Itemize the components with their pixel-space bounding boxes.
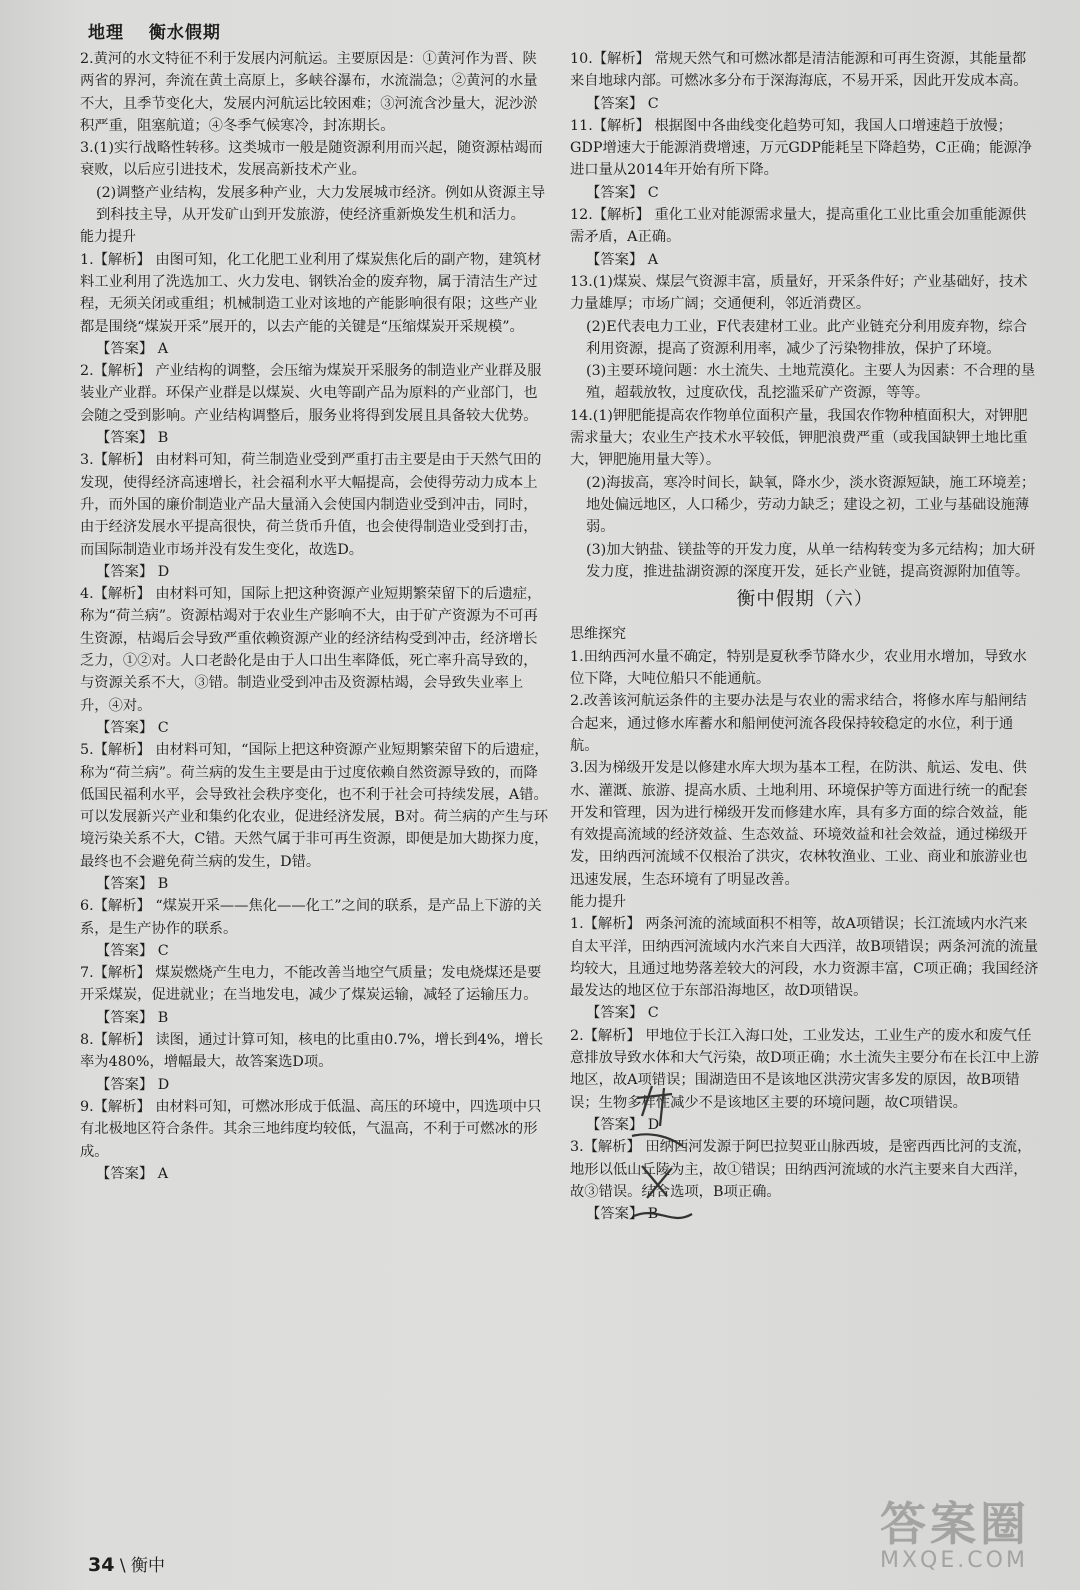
footer-separator: \ [119,1556,131,1576]
answer-line: 【答案】 C [96,942,169,959]
header-book-title: 衡水假期 [148,23,221,43]
paragraph: (3)主要环境问题：水土流失、土地荒漠化。主要人为因素：不合理的垦殖，超载放牧，过度砍伐，乱挖滥采矿产资源，等等。 [586,363,1036,402]
handwritten-scribble [612,1076,702,1236]
answer-line: 【答案】 D [586,1116,660,1133]
answer-line: 【答案】 B [96,875,169,892]
paragraph: (2)调整产业结构，发展多种产业，大力发展城市经济。例如从资源主导到科技主导，从开发矿山到开发旅游，使经济重新焕发生机和活力。 [96,184,546,224]
paragraph: 13.(1)煤炭、煤层气资源丰富，质量好，开采条件好；产业基础好，技术力量雄厚；市场广阔；交通便利，邻近消费区。 [570,273,1028,313]
paragraph: 14.(1)钾肥能提高农作物单位面积产量，我国农作物种植面积大，对钾肥需求量大；农业生产技术水平较低，钾肥浪费严重（或我国缺钾土地比重大，钾肥施用量大等）。 [570,407,1028,469]
section-heading: 能力提升 [570,893,626,910]
paragraph: 3.【解析】 田纳西河发源于阿巴拉契亚山脉西坡，是密西西比河的支流，地形以低山丘陵为主，故①错误；田纳西河流域的水汽主要来自大西洋，故③错误。结合选项，B项正确。 [570,1139,1032,1200]
paragraph: 6.【解析】 “煤炭开采——焦化——化工”之间的联系，是产品上下游的关系，是生产协作的联系。 [80,898,542,937]
answer-line: 【答案】 C [586,1005,659,1022]
right-column [570,48,1040,1225]
paragraph: 10.【解析】 常规天然气和可燃冰都是清洁能源和可再生资源，其能量都来自地球内部。可燃冰多分布于深海海底，不易开采，因此开发成本高。 [570,51,1028,90]
watermark-url: MXQE.COM [880,1548,1028,1573]
paragraph: 3.(1)实行战略性转移。这类城市一般是随资源利用而兴起，随资源枯竭而衰败，以后应引进技术，发展高新技术产业。 [80,140,543,179]
paragraph: 12.【解析】 重化工业对能源需求量大，提高重化工业比重会加重能源供需矛盾，A正确。 [570,207,1027,246]
watermark [880,1488,1030,1573]
answer-line: 【答案】 B [586,1206,659,1223]
left-column [80,48,550,1185]
page-header [88,18,239,43]
footer-label: 衡中 [131,1556,165,1576]
answer-line: 【答案】 B [96,430,169,447]
paragraph: 9.【解析】 由材料可知，可燃冰形成于低温、高压的环境中，四选项中只有北极地区符合条件。其余三地纬度均较低，气温高，不利于可燃冰的形成。 [80,1098,542,1160]
page-footer [88,1551,165,1576]
paragraph: 2.黄河的水文特征不利于发展内河航运。主要原因是：①黄河作为晋、陕两省的界河，奔流在黄土高原上，多峡谷瀑布，水流湍急；②黄河的水量不大，且季节变化大，发展内河航运比较困难；③河流含沙量大，泥沙淤积严重，阻塞航道；④冬季气候寒冷，封冻期长。 [80,51,538,134]
paragraph: 11.【解析】 根据图中各曲线变化趋势可知，我国人口增速趋于放慢；GDP增速大于能源消费增速，万元GDP能耗呈下降趋势，C正确；能源净进口量从2014年开始有所下降。 [570,117,1032,179]
page-number: 34 [88,1554,115,1576]
answer-line: 【答案】 D [96,1076,170,1093]
paragraph: 1.【解析】 两条河流的流域面积不相等，故A项错误；长江流域内水汽来自太平洋，田纳西河流域内水汽来自大西洋，故B项错误；两条河流的流量均较大，且通过地势落差较大的河段，水力资源丰富，C项正确；我国经济最发达的地区位于东部沿海地区，故D项错误。 [570,916,1039,1000]
answer-line: 【答案】 C [586,95,659,112]
paragraph: 8.【解析】 读图，通过计算可知，核电的比重由0.7%，增长到4%，增长率为480%，增幅最大，故答案选D项。 [80,1032,544,1071]
paragraph: (2)海拔高，寒冷时间长，缺氧，降水少，淡水资源短缺，施工环境差；地处偏远地区，人口稀少，劳动力缺乏；建设之初，工业与基础设施薄弱。 [586,474,1036,536]
answer-line: 【答案】 C [586,184,659,201]
header-subject: 地理 [88,23,124,43]
paragraph: 7.【解析】 煤炭燃烧产生电力，不能改善当地空气质量；发电烧煤还是要开采煤炭，促进就业；在当地发电，减少了煤炭运输，减轻了运输压力。 [80,965,542,1004]
paragraph: (2)E代表电力工业，F代表建材工业。此产业链充分利用废弃物，综合利用资源，提高了资源利用率，减少了污染物排放，保护了环境。 [586,318,1027,357]
paragraph: 2.【解析】 产业结构的调整，会压缩为煤炭开采服务的制造业产业群及服装业产业群。环保产业群是以煤炭、火电等副产品为原料的产业部门，也会随之受到影响。产业结构调整后，服务业将得到发展且具备较大优势。 [80,363,542,424]
paragraph: 5.【解析】 由材料可知，“国际上把这种资源产业短期繁荣留下的后遗症，称为“荷兰病”。荷兰病的发生主要是由于过度依赖自然资源导致的，而降低国民福利水平，会导致社会秩序变化，也不利于社会可持续发展，A错。可以发展新兴产业和集约化农业，促进经济发展，B对。荷兰病的产生与环境污染关系不大，C错。天然气属于非可再生资源，即便是加大勘探力度，最终也不会避免荷兰病的发生，D错。 [80,742,549,870]
answer-line: 【答案】 D [96,563,170,580]
answer-line: 【答案】 A [586,251,659,268]
paragraph: 1.田纳西河水量不确定，特别是夏秋季节降水少，农业用水增加，导致水位下降，大吨位船只不能通航。 [570,648,1027,688]
paragraph: (3)加大钠盐、镁盐等的开发力度，从单一结构转变为多元结构；加大研发力度，推进盐湖资源的深度开发，延长产业链，提高资源附加值等。 [586,541,1036,580]
paragraph: 3.【解析】 由材料可知，荷兰制造业受到严重打击主要是由于天然气田的发现，使得经济高速增长，社会福利水平大幅提高，会使得劳动力成本上升，而外国的廉价制造业产品大量涌入会使国内制造业受到冲击，同时，由于经济发展水平提高很快，荷兰货币升值，也会使得制造业受到打击，而国际制造业市场并没有发生变化，故选D。 [80,452,542,558]
answer-line: 【答案】 A [96,340,169,357]
paragraph: 2.【解析】 甲地位于长江入海口处，工业发达，工业生产的废水和废气任意排放导致水体和大气污染，故D项正确；水土流失主要分布在长江中上游地区，故A项错误；围湖造田不是该地区洪涝灾害多发的原因，故B项错误；生物多样性减少不是该地区主要的环境问题，故C项错误。 [570,1027,1039,1111]
paragraph: 2.改善该河航运条件的主要办法是与农业的需求结合，将修水库与船闸结合起来，通过修水库蓄水和船闸使河流各段保持较稳定的水位，利于通航。 [570,693,1027,754]
section-heading: 能力提升 [80,229,136,246]
answer-line: 【答案】 C [96,719,169,736]
section-title: 衡中假期（六） [736,589,874,611]
section-heading: 思维探究 [570,626,626,643]
paragraph: 4.【解析】 由材料可知，国际上把这种资源产业短期繁荣留下的后遗症，称为“荷兰病”。资源枯竭对于农业生产影响不大，由于矿产资源为不可再生资源，枯竭后会导致严重依赖资源产业的经济结构受到冲击，经济增长乏力，①②对。人口老龄化是由于人口出生率降低，死亡率升高导致的，与资源关系不大，③错。制造业受到冲击及资源枯竭，会导致失业率上升，④对。 [80,586,542,714]
paragraph: 3.因为梯级开发是以修建水库大坝为基本工程，在防洪、航运、发电、供水、灌溉、旅游、提高水质、土地利用、环境保护等方面进行统一的配套开发和管理，因为进行梯级开发而修建水库，具有多方面的综合效益，能有效提高流域的经济效益、生态效益、环境效益和社会效益，通过梯级开发，田纳西河流域不仅根治了洪灾，农林牧渔业、工业、商业和旅游业也迅速发展，生态环境有了明显改善。 [570,760,1028,888]
paragraph: 1.【解析】 由图可知，化工化肥工业利用了煤炭焦化后的副产物，建筑材料工业利用了洗选加工、火力发电、钢铁冶金的废弃物，属于清洁生产过程，无须关闭或重组；机械制造工业对该地的产能影响很有限；这些产业都是围绕“煤炭开采”展开的，以去产能的关键是“压缩煤炭开采规模”。 [80,251,542,335]
answer-line: 【答案】 A [96,1165,169,1182]
watermark-logo-text: 答案圈 [880,1497,1030,1551]
answer-line: 【答案】 B [96,1009,169,1026]
